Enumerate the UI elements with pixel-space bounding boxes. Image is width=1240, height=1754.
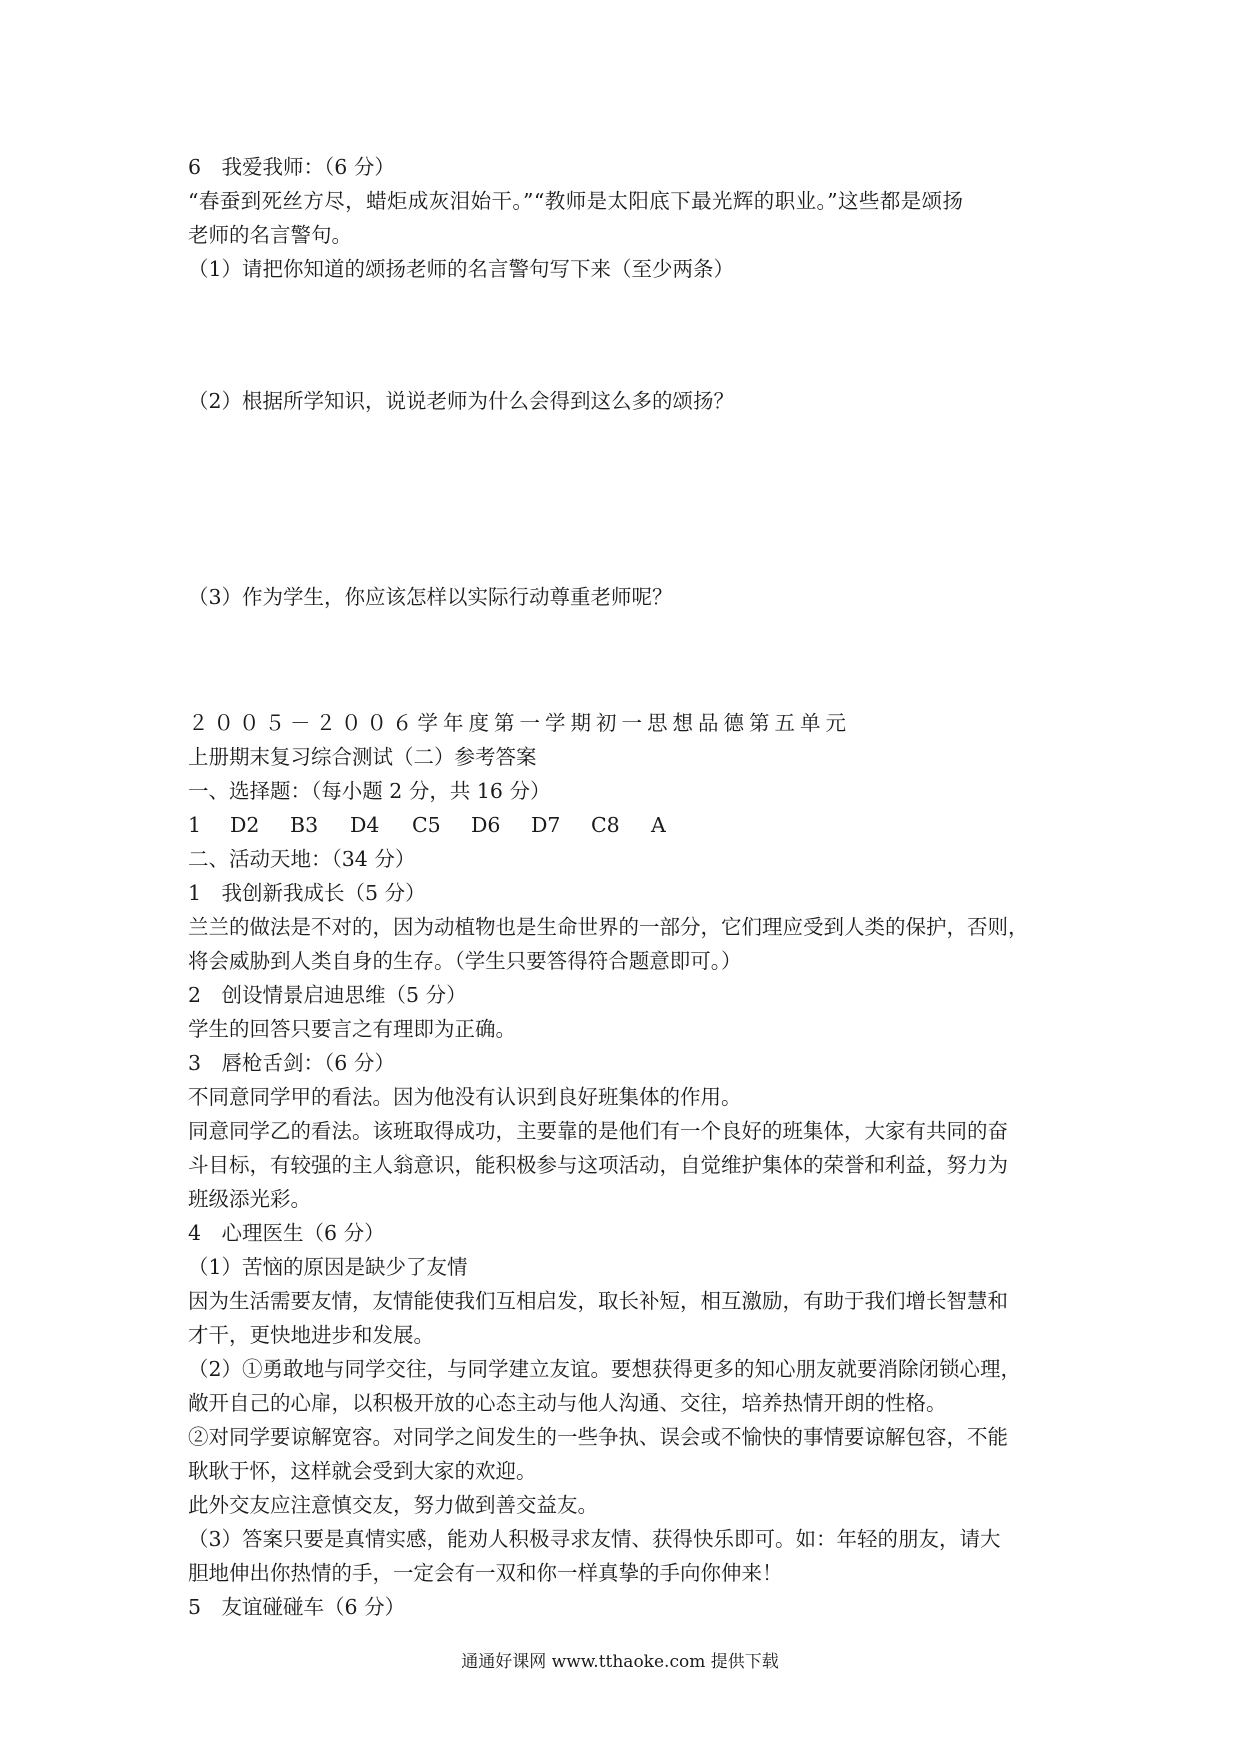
item-2-line-1: 学生的回答只要言之有理即为正确。: [188, 1017, 516, 1041]
choice-answers-row: [188, 808, 788, 842]
item-4-heading: 4 心理医生（6 分）: [188, 1221, 385, 1245]
item-4-line-3: 才干，更快地进步和发展。: [188, 1323, 434, 1347]
choice-answer: D2: [230, 813, 260, 837]
section-1-heading: 一、选择题：（每小题 2 分，共 16 分）: [188, 779, 551, 803]
item-3-line-1: 不同意同学甲的看法。因为他没有认识到良好班集体的作用。: [188, 1085, 742, 1109]
item-4-line-5: 敞开自己的心扉，以积极开放的心态主动与他人沟通、交往，培养热情开朗的性格。: [188, 1391, 947, 1415]
choice-answer: D4: [350, 813, 380, 837]
item-2-heading: 2 创设情景启迪思维（5 分）: [188, 983, 467, 1007]
question-6-part-3: （3）作为学生，你应该怎样以实际行动尊重老师呢？: [188, 585, 673, 609]
question-6-heading: 6 我爱我师：（6 分）: [188, 155, 395, 179]
item-4-line-7: 耿耿于怀，这样就会受到大家的欢迎。: [188, 1459, 537, 1483]
section-2-heading: 二、活动天地：（34 分）: [188, 847, 416, 871]
question-6-intro-line-1: “春蚕到死丝方尽，蜡炬成灰泪始干。”“教师是太阳底下最光辉的职业。”这些都是颂扬: [188, 189, 964, 213]
item-3-line-3: 斗目标，有较强的主人翁意识，能积极参与这项活动，自觉维护集体的荣誉和利益，努力为: [188, 1153, 1008, 1177]
choice-answer: A: [651, 813, 666, 837]
question-6-intro-line-2: 老师的名言警句。: [188, 223, 352, 247]
item-4-line-4: （2）①勇敢地与同学交往，与同学建立友谊。要想获得更多的知心朋友就要消除闭锁心理，: [188, 1357, 1022, 1381]
item-4-line-10: 胆地伸出你热情的手，一定会有一双和你一样真挚的手向你伸来！: [188, 1561, 783, 1585]
page-footer: 通通好课网 www.tthaoke.com 提供下载: [461, 1652, 779, 1672]
answer-key-title-line-1: ２００５－２００６学年度第一学期初一思想品德第五单元: [188, 711, 851, 735]
choice-answer: C5: [412, 813, 441, 837]
choice-answer: B3: [290, 813, 319, 837]
item-4-line-8: 此外交友应注意慎交友，努力做到善交益友。: [188, 1493, 598, 1517]
item-4-line-2: 因为生活需要友情，友情能使我们互相启发，取长补短，相互激励，有助于我们增长智慧和: [188, 1289, 1008, 1313]
item-4-line-1: （1）苦恼的原因是缺少了友情: [188, 1255, 468, 1279]
item-3-line-4: 班级添光彩。: [188, 1187, 311, 1211]
item-4-line-9: （3）答案只要是真情实感，能劝人积极寻求友情、获得快乐即可。如：年轻的朋友，请大: [188, 1527, 1001, 1551]
item-1-heading: 1 我创新我成长（5 分）: [188, 881, 426, 905]
item-3-line-2: 同意同学乙的看法。该班取得成功，主要靠的是他们有一个良好的班集体，大家有共同的奋: [188, 1119, 1008, 1143]
answer-key-title-line-2: 上册期末复习综合测试（二）参考答案: [188, 745, 537, 769]
item-1-line-2: 将会威胁到人类自身的生存。（学生只要答得符合题意即可。）: [188, 949, 742, 973]
item-1-line-1: 兰兰的做法是不对的，因为动植物也是生命世界的一部分，它们理应受到人类的保护，否则，: [188, 915, 1029, 939]
choice-answer: 1: [188, 813, 202, 837]
item-4-line-6: ②对同学要谅解宽容。对同学之间发生的一些争执、误会或不愉快的事情要谅解包容，不能: [188, 1425, 1008, 1449]
choice-answer: D6: [471, 813, 501, 837]
choice-answer: C8: [591, 813, 620, 837]
item-5-heading: 5 友谊碰碰车（6 分）: [188, 1595, 406, 1619]
item-3-heading: 3 唇枪舌剑：（6 分）: [188, 1051, 395, 1075]
choice-answer: D7: [531, 813, 561, 837]
question-6-part-2: （2）根据所学知识，说说老师为什么会得到这么多的颂扬？: [188, 389, 735, 413]
question-6-part-1: （1）请把你知道的颂扬老师的名言警句写下来（至少两条）: [188, 257, 735, 281]
